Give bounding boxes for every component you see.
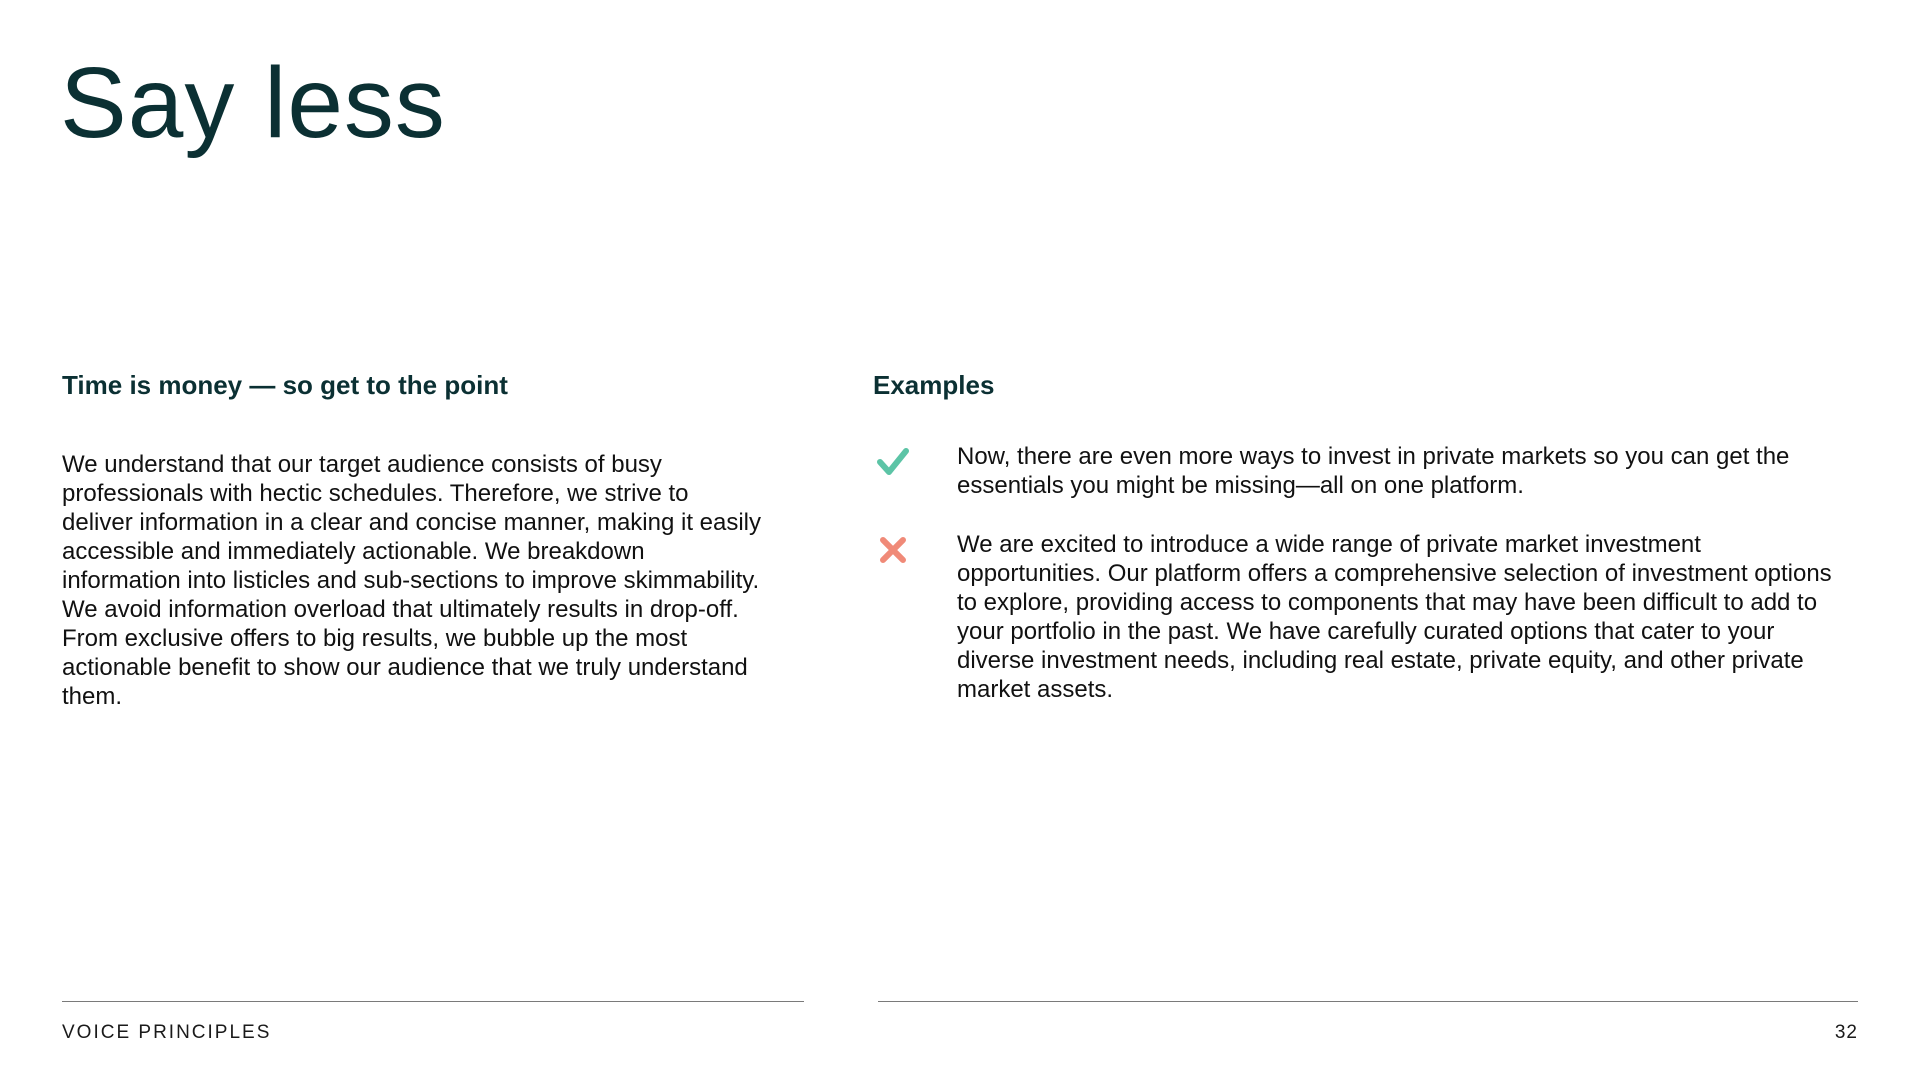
examples-heading: Examples (873, 370, 995, 400)
good-example-text: Now, there are even more ways to invest in private markets so you can get the essentials you might be missing—all on one platform. (957, 443, 1790, 499)
check-icon (873, 442, 913, 482)
x-icon (873, 530, 913, 570)
page-title: Say less (60, 47, 446, 159)
footer-divider-left (62, 1001, 804, 1002)
principle-heading: Time is money — so get to the point (62, 370, 508, 400)
footer-divider-right (878, 1001, 1858, 1002)
page-number: 32 (1834, 1022, 1858, 1043)
good-example (873, 442, 1873, 500)
bad-example-text: We are excited to introduce a wide range of private market investment opportunities. Our platform offers a comprehensive selection of investment options to explore, providing access to components that may have been difficult to add to your portfolio in the past. We have carefully curated options that cater to your diverse investment needs, including real estate, private equity, and other private market assets. (957, 531, 1832, 703)
principle-body: We understand that our target audience consists of busy professionals with hectic schedules. Therefore, we strive to deliver information in a clear and concise manner, making it easily accessible and immediately actionable. We breakdown information into listicles and sub-sections to improve skimmability. We avoid information overload that ultimately results in drop-off. From exclusive offers to big results, we bubble up the most actionable benefit to show our audience that we truly understand them. (62, 451, 762, 710)
footer-section-label: VOICE PRINCIPLES (62, 1022, 272, 1043)
bad-example (873, 530, 1873, 704)
